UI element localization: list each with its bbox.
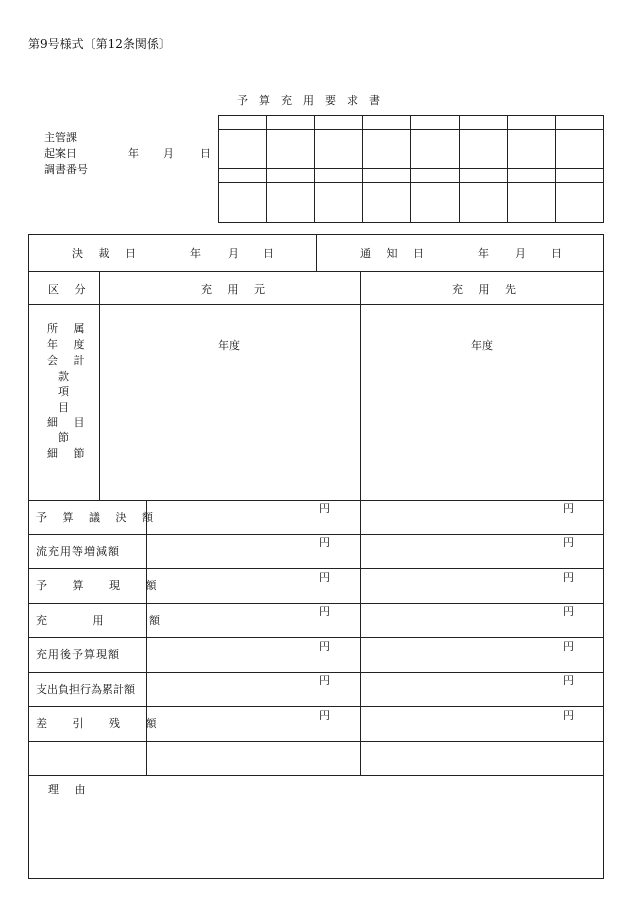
- kan-label: 款: [58, 370, 69, 383]
- page-title: 予算充用要求書: [237, 94, 391, 107]
- yen-unit: 円: [563, 605, 574, 618]
- fiscal-year-label: 年 度: [47, 338, 91, 351]
- draft-year-label: 年: [128, 147, 139, 160]
- doc-number-label: 調書番号: [44, 163, 88, 176]
- kou-label: 項: [58, 385, 69, 398]
- yen-unit: 円: [319, 571, 330, 584]
- account-label: 会 計: [47, 354, 91, 367]
- form-number: 第9号様式〔第12条関係〕: [28, 37, 171, 51]
- saimoku-label: 細 目: [47, 416, 91, 429]
- amount-row-label: 充用後予算現額: [36, 648, 120, 661]
- dept-label: 主管課: [44, 131, 77, 144]
- amount-row-label: 予 算 現 額: [36, 579, 168, 592]
- yen-unit: 円: [319, 674, 330, 687]
- moku-label: 目: [58, 401, 69, 414]
- yen-unit: 円: [563, 674, 574, 687]
- yen-unit: 円: [563, 536, 574, 549]
- yen-unit: 円: [319, 502, 330, 515]
- amount-row-label: 流充用等増減額: [36, 545, 120, 558]
- amount-row-label: 予 算 議 決 額: [36, 511, 159, 524]
- amount-row-label: 差 引 残 額: [36, 717, 168, 730]
- yen-unit: 円: [563, 640, 574, 653]
- draft-month-label: 月: [163, 147, 174, 160]
- yen-unit: 円: [319, 605, 330, 618]
- amount-row-label: 支出負担行為累計額: [36, 683, 135, 696]
- destination-header: 充 用 先: [452, 283, 522, 296]
- yen-unit: 円: [563, 571, 574, 584]
- draft-date-label: 起案日: [44, 147, 77, 160]
- approval-stamp-grid: [218, 115, 604, 223]
- affiliation-label: 所 属: [47, 322, 91, 335]
- decision-month: 月: [228, 247, 239, 260]
- yen-unit: 円: [563, 709, 574, 722]
- yen-unit: 円: [319, 536, 330, 549]
- category-header: 区 分: [48, 283, 92, 296]
- amount-row-label: 充 用 額: [36, 614, 181, 627]
- decision-day: 日: [263, 247, 274, 260]
- notice-day: 日: [551, 247, 562, 260]
- source-header: 充 用 元: [201, 283, 271, 296]
- notice-year: 年: [478, 247, 489, 260]
- decision-date-label: 決 裁 日: [72, 247, 142, 260]
- saisetsu-label: 細 節: [47, 447, 91, 460]
- yen-unit: 円: [319, 640, 330, 653]
- draft-day-label: 日: [200, 147, 211, 160]
- source-fiscal-year: 年度: [218, 339, 240, 352]
- decision-year: 年: [190, 247, 201, 260]
- setsu-label: 節: [58, 431, 69, 444]
- reason-label: 理 由: [48, 783, 92, 796]
- yen-unit: 円: [563, 502, 574, 515]
- yen-unit: 円: [319, 709, 330, 722]
- notice-date-label: 通 知 日: [360, 247, 430, 260]
- notice-month: 月: [515, 247, 526, 260]
- destination-fiscal-year: 年度: [471, 339, 493, 352]
